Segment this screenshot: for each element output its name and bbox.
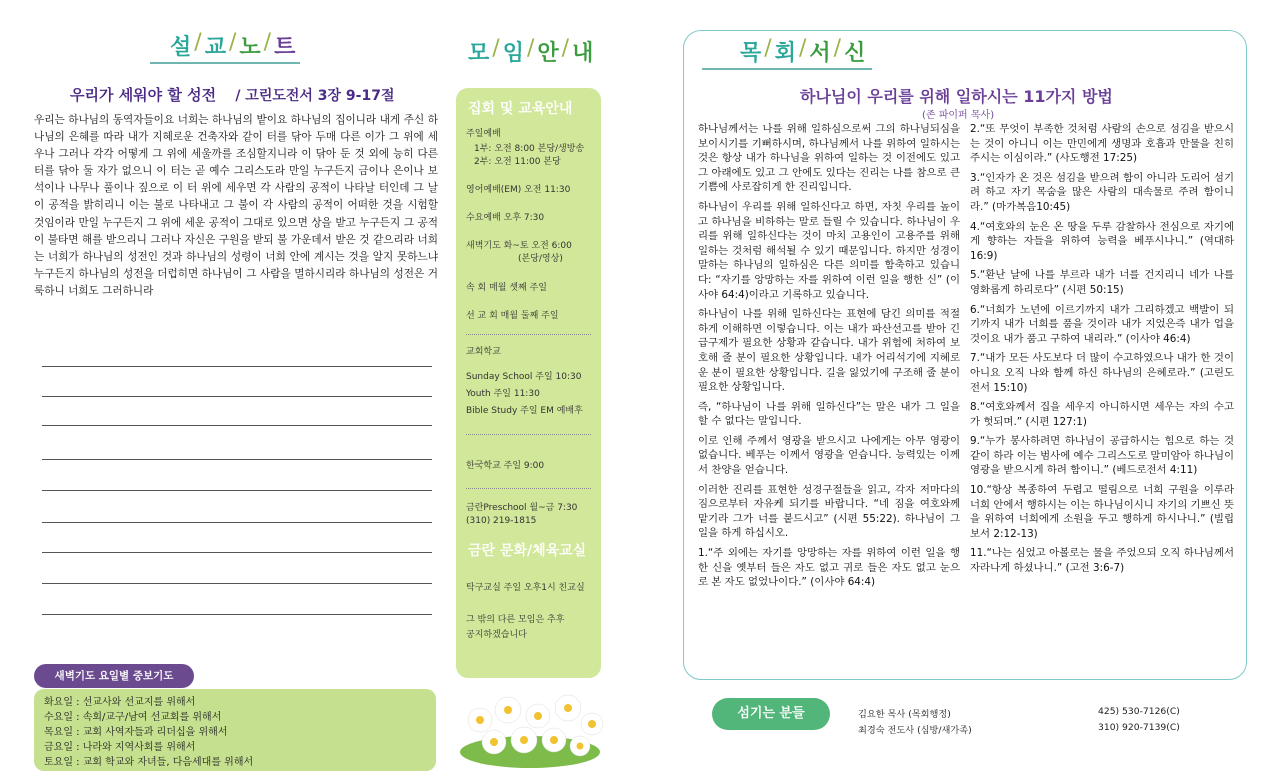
letter-right-column [970,122,1234,581]
wednesday-service: 수요예배 오후 7:30 [466,213,545,223]
letter-paragraph: 하나님이 나를 위해 일하신다는 표현에 담긴 의미를 적절하게 이해하면 이렇습니다. 이는 내가 파산선고를 받아 긴급구제가 필요한 상황과 같습니다. 내가 위험에 처하여 보호해 줄 분이 필요한 상황입니다. 내가 어리석기에 지혜로운 분이 필요한 상황입니다. 길을 잃었기에 구조해 줄 분이 필요한 상황입니다. [698,308,960,394]
dawn-prayer: 새벽기도 화~토 오전 6:00 [466,241,572,251]
sunday-service-1: 1부: 오전 8:00 본당/생방송 [474,144,585,154]
pastoral-title-underline [702,68,872,70]
letter-verse: 2.“또 무엇이 부족한 것처럼 사람의 손으로 섬김을 받으시는 것이 아니니 이는 만민에게 생명과 호흡과 만물을 친히 주시는 이심이라.” (사도행전 17:25) [970,123,1234,165]
seongyohoe: 선 교 회 매월 둘째 주일 [466,311,559,321]
sermon-reference: / 고린도전서 3장 9-17절 [235,88,395,104]
letter-paragraph: 하나님께서는 나를 위해 일하심으로써 그의 하나님되심을 보이시기를 기뻐하시며, 하나님께서 나를 위하여 일하시는 것은 항상 내가 하나님을 위하여 일하는 것 이전에도 있고 그 아래에도 있고 그 안에도 있다는 진리는 나를 참으로 큰 기쁨에 사로잡히게 한 진리입니다. [698,123,960,194]
title-letter: 내 [572,41,595,66]
letter-verse: 7.“내가 모든 사도보다 더 많이 수고하였으나 내가 한 것이 아니요 오직 나와 함께 하신 하나님의 은혜로라.” (고린도전서 15:10) [970,352,1234,394]
prayer-label: 새벽기도 요일별 중보기도 [34,664,194,688]
title-letter: 회 [774,41,797,66]
note-line [42,459,432,460]
note-line [42,425,432,426]
title-letter: 설 [170,35,193,60]
prayer-list-box [34,689,436,771]
daisy-flowers-icon [450,680,610,770]
sunday-service-2: 2부: 오전 11:00 본당 [474,157,561,167]
servant-name: 최경숙 전도사 (심방/새가족) [858,725,972,736]
letter-paragraph: 이러한 진리를 표현한 성경구절들을 읽고, 각자 저마다의 짐으로부터 자유케 되기를 바랍니다. “네 짐을 여호와께 맡기라 그가 너를 붙드시고” (시편 55:22). 하나님이 그 일을 하게 하십시오. [698,483,960,540]
prayer-item: 금요일 : 나라와 지역사회를 위해서 [44,742,196,753]
letter-verse: 11.“나는 심었고 아볼로는 물을 주었으되 오직 하나님께서 자라나게 하셨나니.” (고전 3:6-7) [970,547,1234,575]
sermon-heading [70,84,395,105]
sermon-notes-title: 설 / 교 / 노 / 트 [170,30,297,60]
meetings-title: 모 / 임 / 안 / 내 [468,36,595,66]
dawn-prayer-place: (본당/영상) [518,254,563,264]
note-line [42,522,432,523]
letter-verse: 8.“여호와께서 집을 세우지 아니하시면 세우는 자의 수고가 헛되며.” (시편 127:1) [970,401,1234,428]
prayer-item: 토요일 : 교회 학교와 자녀들, 다음세대를 위해서 [44,757,254,768]
korean-school: 한국학교 주일 9:00 [466,461,545,471]
letter-verse: 9.“누가 봉사하려면 하나님이 공급하시는 힘으로 하는 것 같이 하라 이는 범사에 예수 그리스도로 말미암아 하나님이 영광을 받으시게 하려 함이니.” (베드로전서 4:11) [970,435,1235,477]
letter-verse: 4.“여호와의 눈은 온 땅을 두루 감찰하사 전심으로 자기에게 향하는 자들을 위하여 능력을 베푸시나니.” (역대하 16:9) [970,220,1234,262]
letter-verse: 10.“항상 복종하여 두렵고 떨림으로 너희 구원을 이루라 너희 안에서 행하시는 이는 하나님이시니 자기의 기쁘신 뜻을 위하여 너희에게 소원을 두고 행하게 하시나니.” (빌립보서 2:12-13) [970,484,1235,540]
letter-paragraph: 즉, “하나님이 나를 위해 일하신다”는 말은 내가 그 일을 할 수 없다는 말입니다. [698,400,960,428]
meetings-section-title: 집회 및 교육안내 [468,101,573,117]
youth: Youth 주일 11:30 [466,389,540,399]
divider [466,434,591,435]
servant-name: 김요한 목사 (목회행정) [858,709,951,720]
other-meetings-1: 그 밖의 다른 모임은 추후 [466,615,565,625]
title-letter: 교 [204,35,227,60]
letter-verse: 3.“인자가 온 것은 섬김을 받으려 함이 아니라 도리어 섬기려 하고 자기 목숨을 많은 사람의 대속물로 주려 함이니라.” (마가복음10:45) [970,171,1234,213]
title-letter: 서 [809,41,832,66]
letter-left-column [698,122,960,595]
other-meetings-2: 공지하겠습니다 [466,630,527,640]
culture-title: 금란 문화/체육교실 [468,543,587,559]
title-letter: 신 [844,41,867,66]
title-letter: 임 [502,41,525,66]
meetings-panel [456,88,601,678]
sunday-label: 주일예배 [466,129,501,139]
preschool: 금란Preschool 월~금 7:30 [466,503,578,513]
bible-study: Bible Study 주일 EM 예배후 [466,406,583,416]
pingpong-class: 탁구교실 주일 오후1시 친교실 [466,583,585,593]
prayer-item: 수요일 : 속회/교구/남여 선교회를 위해서 [44,712,222,723]
title-letter: 노 [239,35,262,60]
divider [466,334,591,335]
sokhoe: 속 회 매월 셋째 주일 [466,283,547,293]
note-line [42,552,432,553]
letter-verse: 6.“너희가 노년에 이르기까지 내가 그리하겠고 백발이 되기까지 내가 너희를 품을 것이라 내가 지었은즉 내가 업을 것이요 내가 품고 구하여 내리라.” (이사야 46:4) [970,303,1234,345]
divider [466,488,591,489]
letter-author: (존 파이퍼 목사) [922,110,995,121]
servants-label: 섬기는 분들 [712,698,830,730]
sermon-title-underline [150,62,300,64]
preschool-phone: (310) 219-1815 [466,516,537,526]
servant-phone: 310) 920-7139(C) [1098,722,1180,733]
letter-heading: 하나님이 우리를 위해 일하시는 11가지 방법 [800,87,1113,106]
english-service: 영어예배(EM) 오전 11:30 [466,185,571,195]
letter-verse: 5.“환난 날에 나를 부르라 내가 너를 건지리니 네가 나를 영화롭게 하리로다” (시편 50:15) [970,269,1234,296]
church-school-label: 교회학교 [466,347,501,357]
note-line [42,614,432,615]
letter-paragraph: 이로 인해 주께서 영광을 받으시고 나에게는 아무 영광이 없습니다. 베푸는 이께서 영광을 얻습니다. 능력있는 이께서 찬양을 얻습니다. [698,434,960,477]
title-letter: 안 [537,41,560,66]
letter-paragraph: 하나님이 우리를 위해 일하신다고 하면, 자칫 우리를 높이고 하나님을 비하하는 말로 들릴 수 있습니다. 하나님이 우리를 위해 일하신다는 것이 마치 고용인이 고용주를 위해 일하는 것처럼 해석될 수 있기 때문입니다. 하지만 성경이 말하는 하나님의 일하심은 다른 의미를 함축하고 있습니다: “자기를 앙망하는 자를 위하여 이런 일을 행한 신” (이사야 64:4)이라고 기록하고 있습니다. [698,200,960,301]
prayer-item: 목요일 : 교회 사역자들과 리더십을 위해서 [44,727,228,738]
sunday-school: Sunday School 주일 10:30 [466,372,582,382]
title-letter: 트 [274,35,297,60]
sermon-body: 우리는 하나님의 동역자들이요 너희는 하나님의 밭이요 하나님의 집이니라 내게 주신 하나님의 은혜를 따라 내가 지혜로운 건축자와 같이 터를 닦아 두매 다른 이가 그 위에 세우나 그러나 각각 어떻게 그 위에 세울까를 조심할지니라 이 닦아 둔 것 외에 능히 다른 터를 닦아 둘 자가 없으니 이 터는 곧 예수 그리스도라 만일 누구든지 금이나 은이나 보석이나 나무나 풀이나 짚으로 이 터 위에 세우면 각 사람의 공적이 나타날 터인데 그 날이 공적을 밝히리니 이는 불로 나타내고 그 불이 각 사람의 공적이 어떠한 것을 시험할 것임이라 만일 누구든지 그 위에 세운 공적이 그대로 있으면 상을 받고 누구든지 그 공적이 불타면 해를 받으리니 그러나 자신은 구원을 받되 불 가운데서 받은 것 같으리라 너희는 너희가 하나님의 성전인 것과 하나님의 성령이 너희 안에 계시는 것을 알지 못하느냐 누구든지 하나님의 성전을 더럽히면 하나님이 그 사람을 멸하시리라 하나님의 성전은 거룩하니 너희도 그러하니라 [34,114,438,297]
pastoral-letter-title: 목 / 회 / 서 / 신 [740,36,867,66]
servant-phone: 425) 530-7126(C) [1098,706,1180,717]
letter-paragraph: 1.“주 외에는 자기를 앙망하는 자를 위하여 이런 일을 행한 신을 옛부터 들은 자도 없고 귀로 들은 자도 없고 눈으로 본 자도 없었나이다.” (이사야 64:4) [698,547,960,589]
prayer-item: 화요일 : 선교사와 선교지를 위해서 [44,697,196,708]
note-line [42,583,432,584]
note-line [42,490,432,491]
title-letter: 모 [468,41,491,66]
title-letter: 목 [740,41,763,66]
sermon-title: 우리가 세워야 할 성전 [70,86,217,104]
note-line [42,366,432,367]
note-line [42,396,432,397]
